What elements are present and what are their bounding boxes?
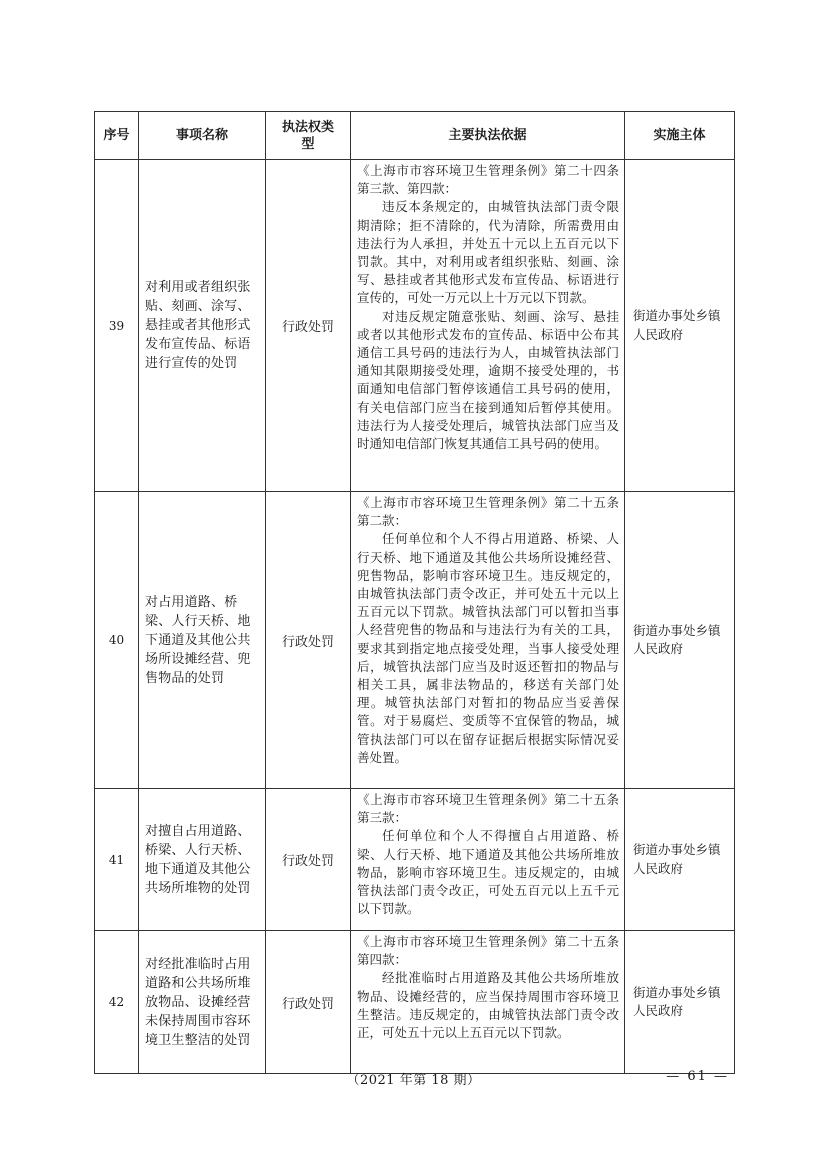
basis-paragraph: 经批准临时占用道路及其他公共场所堆放物品、设摊经营的，应当保持周围市容环境卫生整洁。违反规定的，由城管执法部门责令改正，可处五十元以上五百元以下罚款。 xyxy=(357,970,619,1041)
implementing-body: 街道办事处乡镇人民政府 xyxy=(625,492,735,789)
header-no: 序号 xyxy=(95,112,139,160)
implementing-body: 街道办事处乡镇人民政府 xyxy=(625,160,735,492)
basis-citation: 《上海市市容环境卫生管理条例》第二十五条第二款： xyxy=(357,495,619,529)
implementing-body: 街道办事处乡镇人民政府 xyxy=(625,789,735,931)
row-number: 42 xyxy=(95,931,139,1074)
issue-number: （2021 年第 18 期） xyxy=(346,1073,481,1088)
legal-basis xyxy=(351,492,625,789)
legal-basis xyxy=(351,931,625,1074)
page-number: — 61 — xyxy=(666,1069,729,1084)
row-number: 41 xyxy=(95,789,139,931)
basis-citation: 《上海市市容环境卫生管理条例》第二十五条第三款： xyxy=(357,792,619,826)
item-name: 对擅自占用道路、桥梁、人行天桥、地下通道及其他公共场所堆物的处罚 xyxy=(139,789,266,931)
basis-paragraph: 违反本条规定的，由城管执法部门责令限期清除；拒不清除的，代为清除，所需费用由违法行为人承担，并处五十元以上五百元以下罚款。其中，对利用或者组织张贴、刻画、涂写、悬挂或者其他形式发布宣传品、标语进行宣传的，可处一万元以上十万元以下罚款。 xyxy=(357,199,619,306)
basis-paragraph: 任何单位和个人不得擅自占用道路、桥梁、人行天桥、地下通道及其他公共场所堆放物品，影响市容环境卫生。违反规定的，由城管执法部门责令改正，可处五百元以上五千元以下罚款。 xyxy=(357,828,619,917)
legal-basis xyxy=(351,789,625,931)
enforcement-type: 行政处罚 xyxy=(266,931,351,1074)
item-name: 对利用或者组织张贴、刻画、涂写、悬挂或者其他形式发布宣传品、标语进行宣传的处罚 xyxy=(139,160,266,492)
header-type: 执法权类型 xyxy=(266,112,351,160)
table-row xyxy=(95,160,735,492)
enforcement-type: 行政处罚 xyxy=(266,789,351,931)
header-body: 实施主体 xyxy=(625,112,735,160)
row-number: 39 xyxy=(95,160,139,492)
basis-paragraph: 任何单位和个人不得占用道路、桥梁、人行天桥、地下通道及其他公共场所设摊经营、兜售物品，影响市容环境卫生。违反规定的，由城管执法部门责令改正，并可处五十元以上五百元以下罚款。城管执法部门可以暂扣当事人经营兜售的物品和与违法行为有关的工具，要求其到指定地点接受处理，当事人接受处理后，城管执法部门应当及时返还暂扣的物品与相关工具，属非法物品的，移送有关部门处理。城管执法部门对暂扣的物品应当妥善保管。对于易腐烂、变质等不宜保管的物品，城管执法部门可以在留存证据后根据实际情况妥善处置。 xyxy=(357,531,619,765)
header-basis: 主要执法依据 xyxy=(351,112,625,160)
legal-basis xyxy=(351,160,625,492)
enforcement-type: 行政处罚 xyxy=(266,492,351,789)
basis-citation: 《上海市市容环境卫生管理条例》第二十四条第三款、第四款： xyxy=(357,163,619,197)
basis-paragraph: 对违反规定随意张贴、刻画、涂写、悬挂或者以其他形式发布的宣传品、标语中公布其通信工具号码的违法行为人，由城管执法部门通知其限期接受处理，逾期不接受处理的，书面通知电信部门暂停该通信工具号码的使用，有关电信部门应当在接到通知后暂停其使用。违法行为人接受处理后，城管执法部门应当及时通知电信部门恢复其通信工具号码的使用。 xyxy=(357,308,619,452)
item-name: 对经批准临时占用道路和公共场所堆放物品、设摊经营未保持周围市容环境卫生整洁的处罚 xyxy=(139,931,266,1074)
row-number: 40 xyxy=(95,492,139,789)
item-name: 对占用道路、桥梁、人行天桥、地下通道及其他公共场所设摊经营、兜售物品的处罚 xyxy=(139,492,266,789)
table-row xyxy=(95,931,735,1074)
enforcement-type: 行政处罚 xyxy=(266,160,351,492)
table-row xyxy=(95,492,735,789)
basis-citation: 《上海市市容环境卫生管理条例》第二十五条第四款： xyxy=(357,934,619,968)
table-row xyxy=(95,789,735,931)
regulation-table xyxy=(94,111,735,1074)
implementing-body: 街道办事处乡镇人民政府 xyxy=(625,931,735,1074)
table-header-row xyxy=(95,112,735,160)
header-name: 事项名称 xyxy=(139,112,266,160)
